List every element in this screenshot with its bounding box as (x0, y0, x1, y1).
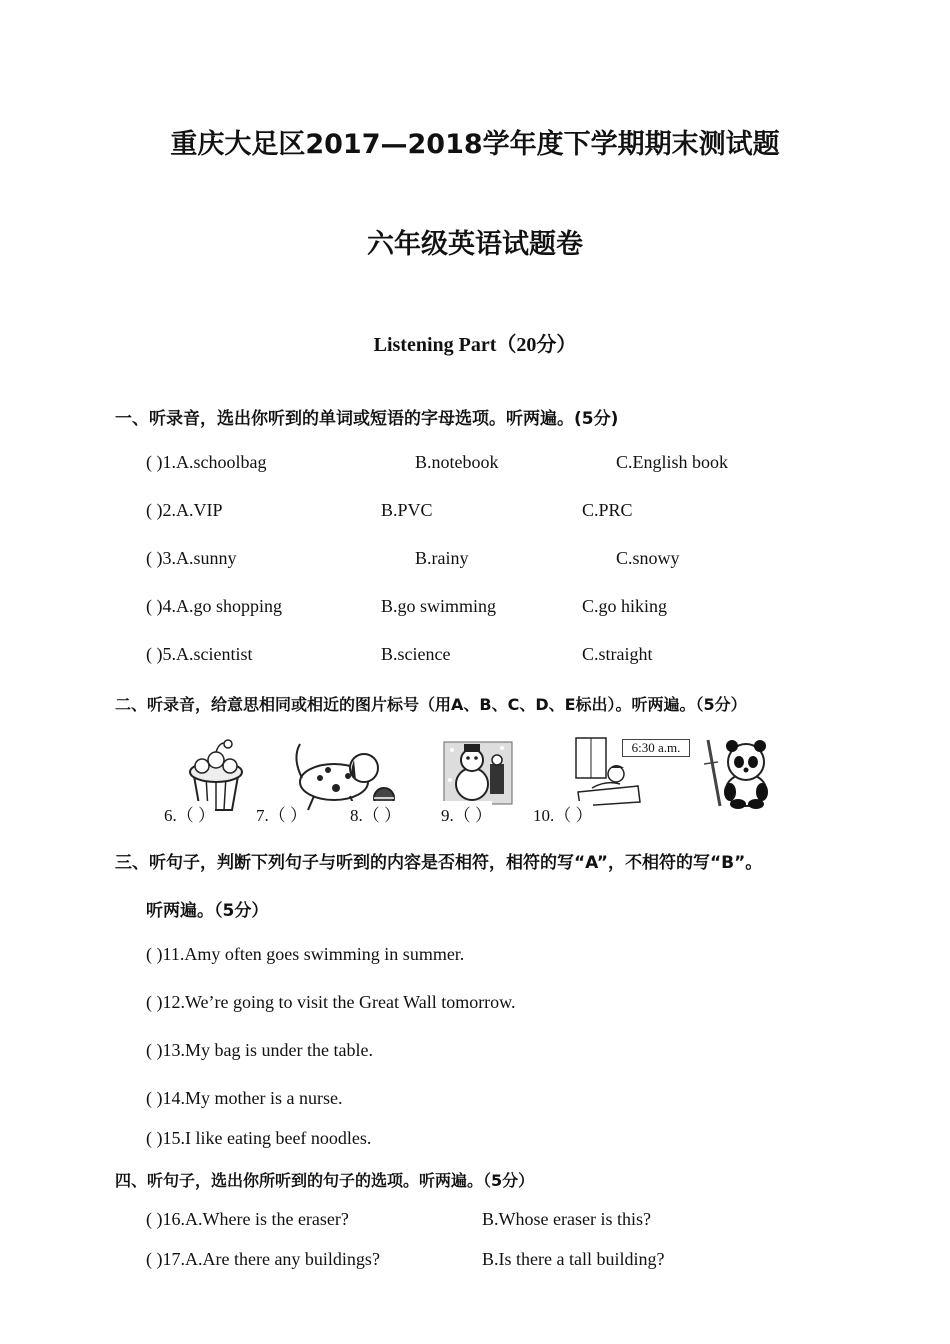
question-3-option-b: B.rainy (415, 548, 469, 568)
part-heading: Listening Part（20分） (373, 334, 577, 356)
question-4: ( )4.A.go shopping (146, 596, 282, 616)
snowman-picture (442, 740, 514, 806)
section-3-heading-line2: 听两遍。（5分） (146, 901, 269, 921)
question-16-option-b: B.Whose eraser is this? (482, 1209, 651, 1229)
picture-label-9: 9.（ ） (441, 801, 492, 826)
section-1-heading: 一、听录音，选出你听到的单词或短语的字母选项。听两遍。(5分) (115, 409, 619, 429)
picture-label-7: 7.（ ） (256, 801, 307, 826)
question-13: ( )13.My bag is under the table. (146, 1040, 373, 1060)
question-12: ( )12.We’re going to visit the Great Wall tomorrow. (146, 992, 516, 1012)
panda-picture (700, 734, 778, 810)
question-3-option-c: C.snowy (616, 548, 680, 568)
question-17-option-b: B.Is there a tall building? (482, 1249, 665, 1269)
question-5: ( )5.A.scientist (146, 644, 253, 664)
question-5-option-b: B.science (381, 644, 451, 664)
question-16: ( )16.A.Where is the eraser? (146, 1209, 349, 1229)
question-1: ( )1.A.schoolbag (146, 452, 267, 472)
question-17: ( )17.A.Are there any buildings? (146, 1249, 380, 1269)
section-4-heading: 四、听句子，选出你所听到的句子的选项。听两遍。（5分） (115, 1171, 535, 1190)
question-2-option-c: C.PRC (582, 500, 633, 520)
question-1-option-b: B.notebook (415, 452, 499, 472)
question-2: ( )2.A.VIP (146, 500, 223, 520)
picture-label-6: 6.（ ） (164, 801, 215, 826)
picture-label-10: 10.（ ） (533, 801, 593, 826)
page-subtitle: 六年级英语试题卷 (367, 229, 583, 260)
section-3-heading: 三、听句子，判断下列句子与听到的内容是否相符，相符的写“A”，不相符的写“B”。 (115, 853, 763, 873)
question-4-option-b: B.go swimming (381, 596, 497, 616)
question-2-option-b: B.PVC (381, 500, 433, 520)
question-1-option-c: C.English book (616, 452, 729, 472)
question-14: ( )14.My mother is a nurse. (146, 1088, 343, 1108)
question-5-option-c: C.straight (582, 644, 653, 664)
clock-time-box: 6:30 a.m. (622, 739, 690, 757)
question-11: ( )11.Amy often goes swimming in summer. (146, 944, 465, 964)
section-2-heading: 二、听录音，给意思相同或相近的图片标号（用A、B、C、D、E标出）。听两遍。（5分） (115, 695, 747, 714)
picture-label-8: 8.（ ） (350, 801, 401, 826)
question-15: ( )15.I like eating beef noodles. (146, 1128, 372, 1148)
page-title: 重庆大足区2017—2018学年度下学期期末测试题 (170, 129, 780, 160)
question-3: ( )3.A.sunny (146, 548, 237, 568)
question-4-option-c: C.go hiking (582, 596, 668, 616)
